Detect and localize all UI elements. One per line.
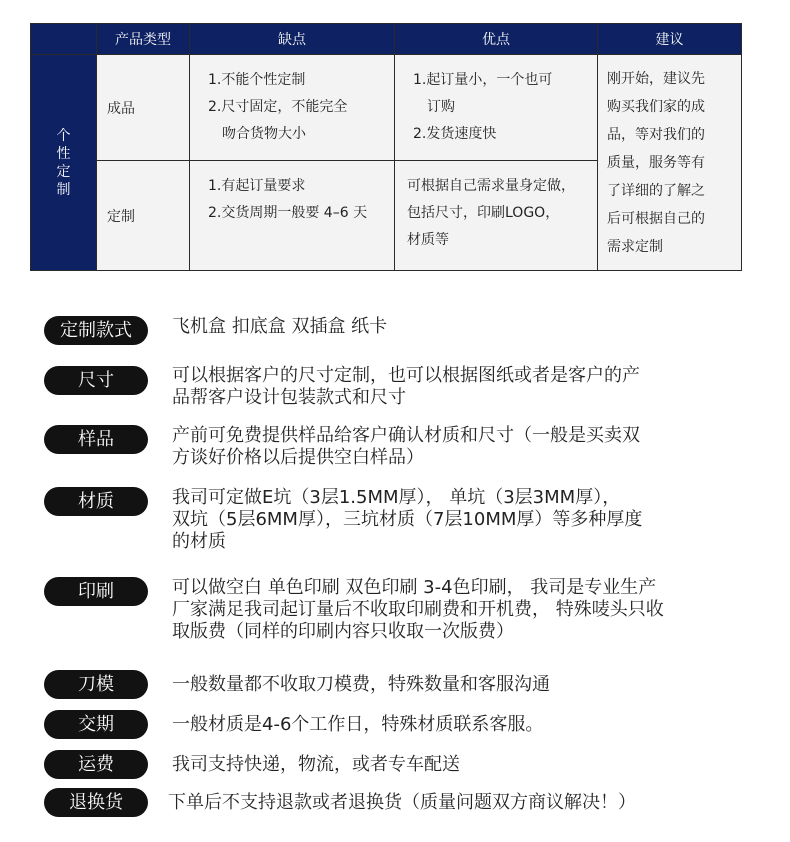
- table-row: [31, 55, 742, 161]
- info-line: 产前可免费提供样品给客户确认材质和尺寸（一般是买卖双: [172, 425, 640, 446]
- info-row-style: [44, 316, 760, 345]
- info-line: 一般材质是4-6个工作日，特殊材质联系客服。: [172, 714, 544, 735]
- cons-line: 1.不能个性定制: [208, 72, 306, 88]
- info-text: [172, 425, 752, 469]
- comparison-table: [30, 23, 742, 271]
- label-pill: 尺寸: [44, 366, 148, 395]
- label-pill: 刀模: [44, 670, 148, 699]
- label-pill: 材质: [44, 487, 148, 516]
- info-line: 下单后不支持退款或者退换货（质量问题双方商议解决！）: [168, 792, 636, 813]
- pros-finished: [395, 55, 598, 161]
- info-text: [168, 788, 760, 817]
- label-pill: 退换货: [44, 788, 148, 817]
- info-text: [172, 710, 752, 739]
- info-row-shipping: [44, 750, 760, 779]
- suggestion-line: 品，等对我们的: [607, 127, 705, 143]
- info-text: [172, 577, 752, 643]
- header-cons: 缺点: [190, 24, 395, 55]
- info-line: 取版费（同样的印刷内容只收取一次版费）: [172, 621, 514, 642]
- info-row-printing: [44, 577, 760, 643]
- info-line: 我司支持快递，物流，或者专车配送: [172, 754, 460, 775]
- info-row-die: [44, 670, 760, 699]
- info-line: 飞机盒 扣底盒 双插盒 纸卡: [172, 316, 388, 337]
- info-row-sample: [44, 425, 760, 469]
- header-product-type: 产品类型: [97, 24, 190, 55]
- suggestion-cell: [598, 55, 742, 271]
- pros-line: 2.发货速度快: [413, 126, 497, 142]
- info-row-size: [44, 365, 760, 409]
- info-line: 可以做空白 单色印刷 双色印刷 3-4色印刷， 我司是专业生产: [172, 577, 657, 598]
- pros-line: 材质等: [407, 232, 449, 248]
- pros-line: 订购: [427, 99, 455, 115]
- info-line: 双坑（5层6MM厚），三坑材质（7层10MM厚）等多种厚度: [172, 509, 643, 530]
- info-row-material: [44, 487, 760, 553]
- suggestion-line: 后可根据自己的: [607, 211, 705, 227]
- suggestion-line: 需求定制: [607, 239, 663, 255]
- pros-line: 可根据自己需求量身定做，: [407, 178, 575, 194]
- label-pill: 交期: [44, 710, 148, 739]
- suggestion-line: 购买我们家的成: [607, 99, 705, 115]
- cons-line: 吻合货物大小: [222, 126, 306, 142]
- info-line: 厂家满足我司起订量后不收取印刷费和开机费， 特殊唛头只收: [172, 599, 664, 620]
- header-suggestion: 建议: [598, 24, 742, 55]
- suggestion-line: 质量，服务等有: [607, 155, 705, 171]
- label-pill: 样品: [44, 425, 148, 454]
- pros-line: 包括尺寸，印刷LOGO，: [407, 205, 560, 221]
- info-text: [172, 750, 752, 779]
- info-text: [172, 316, 752, 345]
- suggestion-line: 了详细的了解之: [607, 183, 705, 199]
- info-row-delivery: [44, 710, 760, 739]
- category-custom: 定制: [97, 161, 190, 271]
- pros-custom: [395, 161, 598, 271]
- info-text: [172, 487, 752, 553]
- info-text: [172, 670, 752, 699]
- info-line: 方谈好价格以后提供空白样品）: [172, 447, 424, 468]
- label-pill: 运费: [44, 750, 148, 779]
- info-line: 的材质: [172, 531, 226, 552]
- category-finished: 成品: [97, 55, 190, 161]
- cons-line: 2.尺寸固定，不能完全: [208, 99, 348, 115]
- pros-line: 1.起订量小，一个也可: [413, 72, 553, 88]
- label-pill: 定制款式: [44, 316, 148, 345]
- cons-line: 2.交货周期一般要 4–6 天: [208, 205, 368, 221]
- cons-line: 1.有起订量要求: [208, 178, 306, 194]
- info-text: [172, 365, 752, 409]
- header-pros: 优点: [395, 24, 598, 55]
- suggestion-line: 刚开始，建议先: [607, 71, 705, 87]
- group-label-cell: [31, 55, 97, 271]
- info-row-returns: [44, 788, 760, 817]
- cons-custom: [190, 161, 395, 271]
- info-line: 可以根据客户的尺寸定制，也可以根据图纸或者是客户的产: [172, 365, 640, 386]
- info-line: 一般数量都不收取刀模费，特殊数量和客服沟通: [172, 674, 550, 695]
- cons-finished: [190, 55, 395, 161]
- info-line: 我司可定做E坑（3层1.5MM厚）， 单坑（3层3MM厚），: [172, 487, 621, 508]
- header-blank: [31, 24, 97, 55]
- label-pill: 印刷: [44, 577, 148, 606]
- info-line: 品帮客户设计包装款式和尺寸: [172, 387, 406, 408]
- table-header-row: [31, 24, 742, 55]
- group-label: 个性定制: [56, 127, 71, 198]
